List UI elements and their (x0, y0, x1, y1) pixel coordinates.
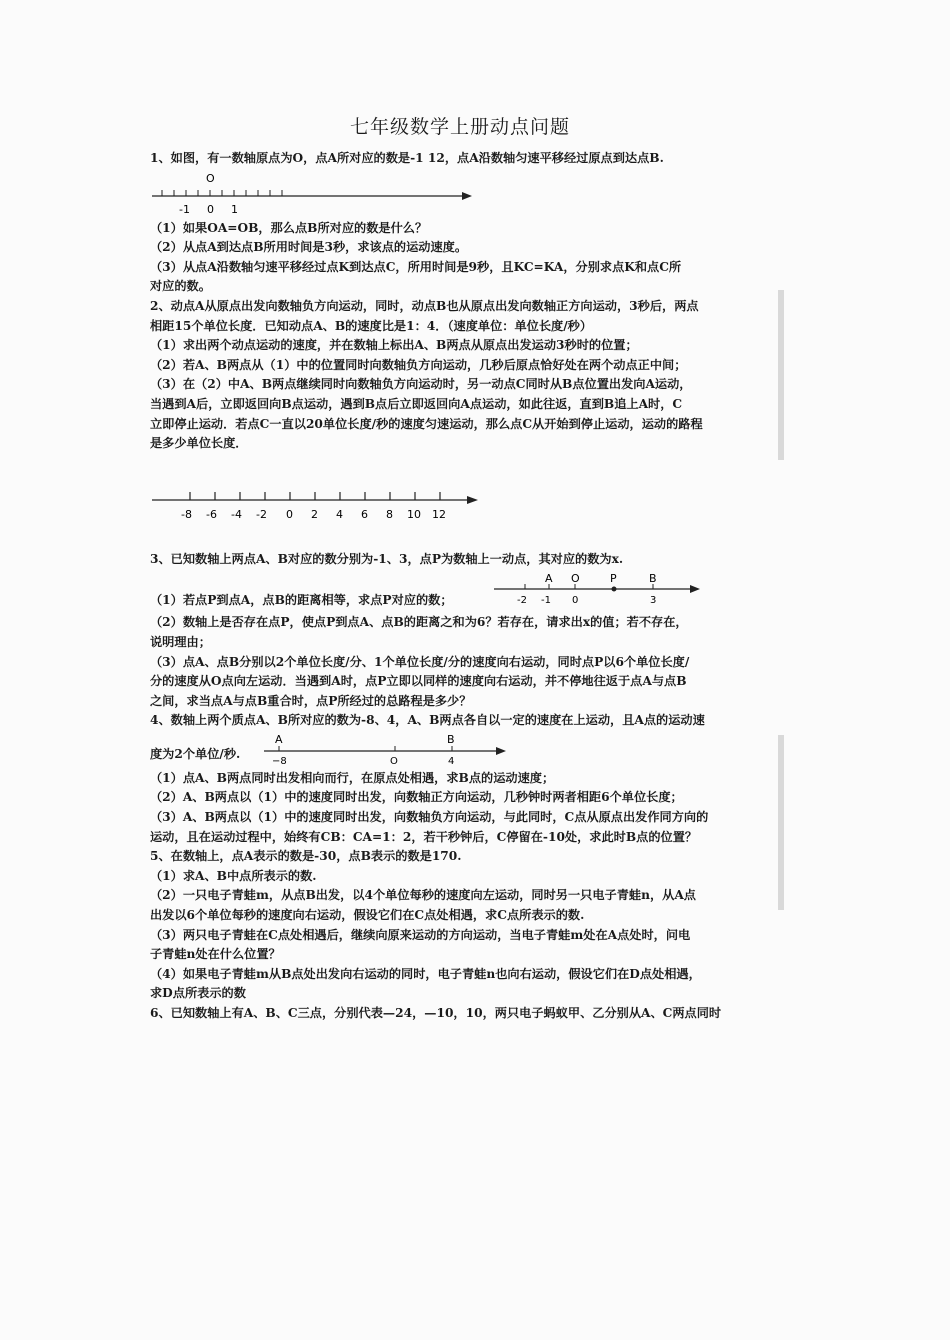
tick-label: 0 (286, 507, 293, 521)
tick-label: 4 (336, 507, 343, 521)
question-stem: 相距15个单位长度．已知动点A、B的速度比是1：4．（速度单位：单位长度/秒） (150, 318, 593, 333)
number-line-figure (490, 569, 710, 613)
tick-label: 10 (407, 507, 421, 521)
point-p-marker (612, 587, 617, 592)
point-label: O (571, 572, 580, 586)
tick-label: -8 (181, 507, 192, 521)
question-part: （3）两只电子青蛙在C点处相遇后，继续向原来运动的方向运动，当电子青蛙m处在A点处时，问电 (150, 927, 691, 942)
tick-label: -1 (179, 202, 190, 216)
axis-ticks (162, 190, 282, 196)
point-label: A (275, 732, 283, 746)
document-content (150, 112, 770, 1024)
question-part: （1）如果OA=OB，那么点B所对应的数是什么？ (150, 220, 428, 235)
question-stem: 6、已知数轴上有A、B、C三点，分别代表—24，—10，10，两只电子蚂蚁甲、乙分别从A、C两点同时 (150, 1006, 722, 1020)
question-part: （2）一只电子青蛙m，从点B出发，以4个单位每秒的速度向左运动，同时另一只电子青蛙n，从A点 (150, 888, 696, 903)
tick-label: -2 (517, 595, 527, 607)
tick-label: 3 (650, 595, 657, 607)
scrollbar-mark (778, 290, 784, 460)
point-label: B (447, 732, 455, 746)
number-line-figure (150, 171, 480, 217)
tick-label: 12 (432, 507, 446, 521)
point-label: A (545, 572, 553, 586)
tick-label: 8 (386, 507, 393, 521)
question-4 (150, 711, 770, 847)
question-part: （3）从点A沿数轴匀速平移经过点K到达点C，所用时间是9秒，且KC=KA，分别求点K和点C所 (150, 259, 682, 274)
tick-label: 6 (361, 507, 368, 521)
question-part: （1）若点P到点A，点B的距离相等，求点P对应的数； (150, 593, 453, 608)
tick-label: −8 (272, 755, 287, 767)
axis-arrow (467, 496, 478, 504)
tick-label: 4 (448, 755, 455, 767)
question-stem: 2、动点A从原点出发向数轴负方向运动，同时，动点B也从原点出发向数轴正方向运动，3秒后，两点 (150, 298, 699, 313)
tick-label: -1 (541, 595, 551, 607)
question-5 (150, 847, 770, 1004)
tick-label: 2 (311, 507, 318, 521)
q4-figure-row (150, 731, 770, 769)
question-stem: 5、在数轴上，点A表示的数是-30，点B表示的数是170. (150, 849, 462, 864)
question-stem: 1、如图，有一数轴原点为O，点A所对应的数是-1 12，点A沿数轴匀速平移经过原点到达点B. (150, 151, 664, 165)
question-part: （1）点A、B两点同时出发相向而行，在原点处相遇，求B点的运动速度； (150, 770, 555, 785)
question-part: （3）在（2）中A、B两点继续同时向数轴负方向运动时，另一动点C同时从B点位置出发向A运动， (150, 377, 692, 392)
question-part: （1）求出两个动点运动的速度，并在数轴上标出A、B两点从原点出发运动3秒时的位置； (150, 338, 638, 353)
question-stem: 度为2个单位/秒. (150, 746, 241, 761)
question-6 (150, 1004, 770, 1024)
question-part: 分的速度从O点向左运动．当遇到A时，点P立即以同样的速度向右运动，并不停地往返于点A与点B (150, 674, 687, 689)
axis-arrow (690, 585, 700, 593)
question-2 (150, 297, 770, 532)
question-part: 立即停止运动．若点C一直以20单位长度/秒的速度匀速运动，那么点C从开始到停止运动，运动的路程 (150, 416, 703, 431)
axis-ticks (190, 492, 440, 500)
question-part: （3）点A、点B分别以2个单位长度/分、1个单位长度/分的速度向右运动，同时点P以6个单位长度/ (150, 654, 690, 669)
question-part: 是多少单位长度． (150, 436, 248, 451)
question-part: （3）A、B两点以（1）中的速度同时出发，向数轴负方向运动，与此同时，C点从原点出发作同方向的 (150, 810, 709, 825)
question-part: （4）如果电子青蛙m从B点处出发向右运动的同时，电子青蛙n也向右运动，假设它们在D点处相遇， (150, 966, 701, 981)
page-title: 七年级数学上册动点问题 (349, 116, 570, 138)
question-part: 出发以6个单位每秒的速度向右运动，假设它们在C点处相遇，求C点所表示的数. (150, 908, 585, 923)
axis-arrow (462, 192, 472, 200)
question-part: 子青蛙n处在什么位置？ (150, 947, 281, 962)
tick-label: -6 (206, 507, 217, 521)
tick-label: 0 (572, 595, 579, 607)
question-part: （2）从点A到达点B所用时间是3秒，求该点的运动速度。 (150, 240, 468, 255)
tick-label: -2 (256, 507, 267, 521)
question-part: 当遇到A后，立即返回向B点运动，遇到B点后立即返回向A点运动，如此往返，直到B追上A时，C (150, 396, 683, 411)
question-part: （1）求A、B中点所表示的数. (150, 868, 317, 883)
axis-tick-labels (272, 756, 454, 767)
axis-tick-labels (181, 508, 446, 521)
axis-ticks (279, 746, 452, 751)
question-part: （2）数轴上是否存在点P，使点P到点A、点B的距离之和为6？若存在，请求出x的值；若不存在， (150, 615, 688, 630)
question-part: 求D点所表示的数 (150, 986, 246, 1001)
tick-label: 0 (207, 202, 214, 216)
number-line-figure (262, 731, 512, 769)
question-part: 对应的数。 (150, 279, 211, 294)
point-label: P (610, 572, 617, 586)
question-part: （2）A、B两点以（1）中的速度同时出发，向数轴正方向运动，几秒钟时两者相距6个单位长度； (150, 790, 683, 805)
scrollbar-mark (778, 735, 784, 910)
question-part: （2）若A、B两点从（1）中的位置同时向数轴负方向运动，几秒后原点恰好处在两个动点正中间； (150, 357, 687, 372)
question-stem: 3、已知数轴上两点A、B对应的数分别为-1、3，点P为数轴上一动点，其对应的数为x. (150, 551, 624, 566)
question-stem: 4、数轴上两个质点A、B所对应的数为-8、4，A、B两点各自以一定的速度在上运动，且A点的运动速 (150, 713, 705, 728)
tick-label: 1 (231, 202, 238, 216)
origin-label: O (206, 171, 215, 185)
question-part: 之间，求当点A与点B重合时，点P所经过的总路程是多少？ (150, 693, 472, 708)
question-3 (150, 550, 770, 712)
axis-tick-labels (517, 595, 656, 606)
tick-label: O (390, 755, 398, 767)
axis-arrow (496, 747, 506, 755)
question-part: 说明理由； (150, 634, 211, 649)
question-1 (150, 149, 770, 297)
point-labels (545, 572, 657, 585)
number-line-figure (150, 470, 490, 532)
q3-figure-row (150, 569, 770, 613)
tick-label: -4 (231, 507, 242, 521)
question-part: 运动，且在运动过程中，始终有CB：CA=1：2，若干秒钟后，C停留在-10处，求此时B点的位置？ (150, 829, 698, 844)
point-label: B (649, 572, 657, 586)
